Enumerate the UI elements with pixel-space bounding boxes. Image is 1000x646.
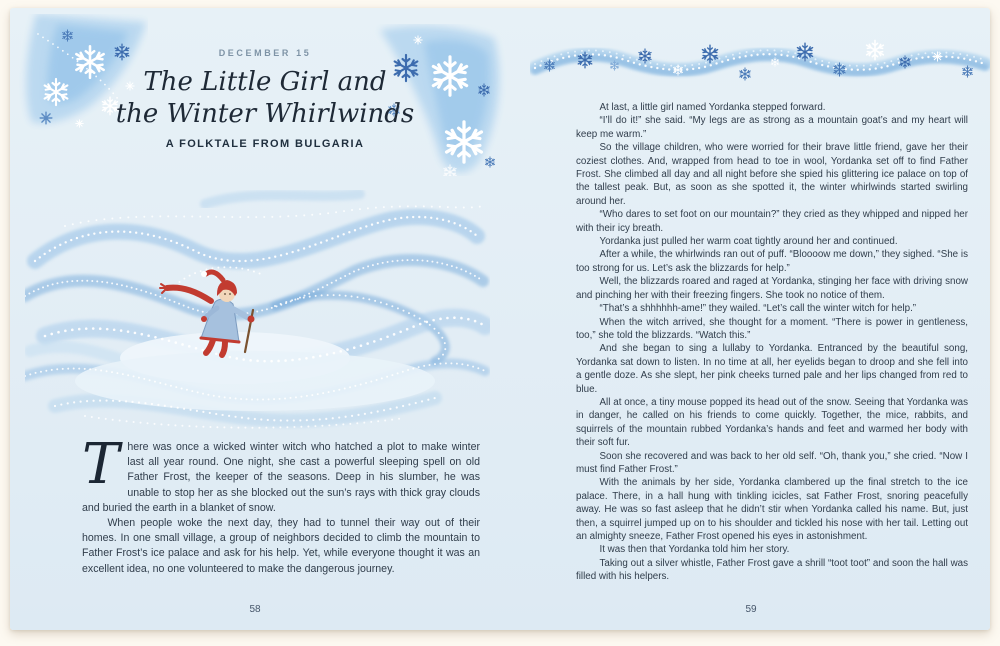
coat <box>201 299 239 342</box>
opening-text: here was once a wicked winter witch who hatched a plot to make winter last all year round. One night, she cast a powerful sleeping spell on old Father Frost, the keeper of the seasons. Deep in his slumber, he was unable to stop her as she blocked out the sun’s rays with thick gray clouds and buried the earth in a blanket of snow. <box>82 441 480 514</box>
left-page-story-text <box>82 432 480 577</box>
story-paragraph: When people woke the next day, they had to tunnel their way out of their homes. In one small village, a group of neighbors decided to climb the mountain to Father Frost’s ice palace and ask for his help. Yet, while everyone thought it was an excellent idea, no one volunteered to make the dangerous journey. <box>82 517 480 575</box>
hat-tail <box>206 272 223 280</box>
mitten <box>248 316 255 323</box>
book-spread <box>10 8 990 630</box>
story-paragraph: “That’s a shhhhhh-ame!” they wailed. “Let’s call the winter witch for help.” <box>599 303 917 315</box>
pompom <box>201 271 207 277</box>
snowflake-icon <box>963 66 973 77</box>
page-number-right: 59 <box>745 604 757 615</box>
story-paragraph: Well, the blizzards roared and raged at Yordanka, stinging her face with driving snow and pinching her with their freezing fingers. She took no notice of them. <box>576 276 968 301</box>
sparkle-icon <box>76 120 84 128</box>
story-paragraph: Soon she recovered and was back to her old self. “Oh, thank you,” she cried. “Now I must find Father Frost.” <box>576 450 968 475</box>
story-header <box>115 48 415 150</box>
sparkle-icon <box>414 36 422 44</box>
page-number-left: 58 <box>249 604 261 615</box>
story-paragraph: When the witch arrived, she thought for a moment. “There is power in gentleness, too,” she told the blizzards. “Watch this.” <box>576 316 968 341</box>
story-paragraph: “I’ll do it!” she said. “My legs are as strong as a mountain goat’s and my heart will keep me warm.” <box>576 115 968 140</box>
date-kicker: DECEMBER 15 <box>218 48 312 58</box>
mitten <box>201 316 207 322</box>
snowflake-icon <box>740 68 751 80</box>
snowflake-garland-decoration <box>530 36 990 92</box>
story-paragraph: “Who dares to set foot on our mountain?” they cried as they whipped and nipped her with their icy breath. <box>576 209 968 234</box>
story-paragraph: Yordanka just pulled her warm coat tightly around her and continued. <box>599 236 898 248</box>
story-paragraph: All at once, a tiny mouse popped its head out of the snow. Seeing that Yordanka was in danger, he called on his friends to come quickly. Together, the mice, rabbits, and squirrels of the mountain rubbed Yordanka’s hands and feet and warmed her body with their soft fur. <box>576 396 968 449</box>
story-paragraph: At last, a little girl named Yordanka stepped forward. <box>599 102 826 113</box>
winter-whirlwinds-illustration <box>25 166 490 444</box>
story-paragraph <box>82 432 480 516</box>
snow-mound <box>75 351 435 411</box>
story-title <box>115 67 415 130</box>
story-paragraph: With the animals by her side, Yordanka clambered up the final stretch to the ice palace. There, in a hall hung with tinkling icicles, sat Father Frost, snoring peacefully away. He was so fast asleep that he didn’t stir when Yordanka called his name. But, just then, a squirrel jumped up on to his shoulder and tickled his nose with her tail. Letting out an almighty sneeze, Father Frost opened his eyes in astonishment. <box>576 477 968 542</box>
sparkle-icon <box>40 112 52 124</box>
drop-cap: T <box>82 432 120 497</box>
sparkle-icon <box>933 52 942 61</box>
story-subtitle: A FOLKTALE FROM BULGARIA <box>165 138 365 151</box>
story-paragraph: So the village children, who were worried for their brave little friend, gave her their coziest clothes. And, wrapped from head to toe in wool, Yordanka set off to find Father Frost. She climbed all day and all night before she spied his glittering ice palace on top of the tallest peak. But, as soon as she spotted it, the winter whirlwinds started swirling around her. <box>576 142 968 207</box>
story-paragraph: Taking out a silver whistle, Father Frost gave a shrill “toot toot” and soon the hall was filled with his helpers. <box>576 557 968 583</box>
story-title-line1: The Little Girl and <box>143 67 387 97</box>
boot <box>222 342 225 355</box>
story-paragraph: And she began to sing a lullaby to Yordanka. Entranced by the beautiful song, Yordanka sat down to listen. In no time at all, her eyelids began to droop and she fell into a gentle doze. As she slept, her pink cheeks turned pale and her lips changed from red to blue. <box>576 343 968 395</box>
right-page-story-text <box>576 101 968 584</box>
story-paragraph: After a while, the whirlwinds ran out of puff. “Bloooow me down,” they sighed. “She is too strong for us. Let’s ask the blizzards for help.” <box>576 249 968 274</box>
snowflake-icon <box>867 40 884 59</box>
story-paragraph: It was then that Yordanka told him her story. <box>599 544 790 556</box>
story-title-line2: the Winter Whirlwinds <box>115 98 415 129</box>
